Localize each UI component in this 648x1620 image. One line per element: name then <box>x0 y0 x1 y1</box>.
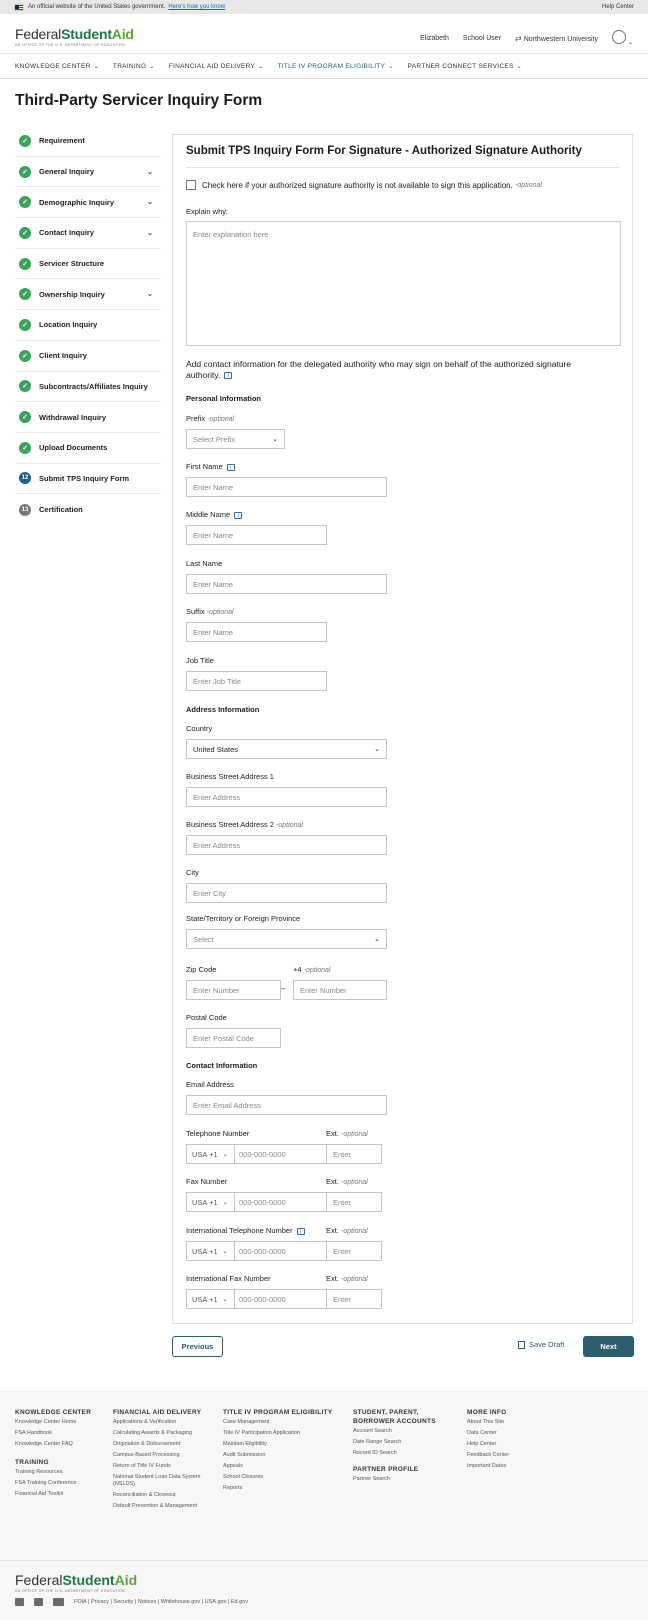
account-menu[interactable]: ⌄ <box>612 30 633 46</box>
step-contact-inquiry[interactable]: ✓ Contact Inquiry ⌄ <box>15 218 161 249</box>
checkbox-box[interactable] <box>186 180 196 190</box>
country-label: Country <box>186 724 213 733</box>
info-icon[interactable]: i <box>234 512 242 519</box>
check-icon: ✓ <box>19 227 31 239</box>
footer-link[interactable]: School Closures <box>223 1474 264 1480</box>
chevron-down-icon: ⌄ <box>374 746 380 753</box>
chevron-down-icon: ⌄ <box>147 199 153 207</box>
footer-link[interactable]: Reconciliation & Closeout <box>113 1492 176 1498</box>
last-name-input[interactable]: Enter Name <box>186 574 387 594</box>
page-title: Third-Party Servicer Inquiry Form <box>15 92 263 109</box>
info-icon[interactable]: i <box>227 464 235 471</box>
fax-input[interactable]: USA +1 ⌄ 000-000-0000 <box>186 1192 327 1212</box>
footer-link[interactable]: Partner Search <box>353 1476 390 1482</box>
step-ownership-inquiry[interactable]: ✓ Ownership Inquiry ⌄ <box>15 279 161 310</box>
intl-fax-ext-label: Ext. -optional <box>326 1274 368 1283</box>
step-demographic-inquiry[interactable]: ✓ Demographic Inquiry ⌄ <box>15 187 161 218</box>
footer-link[interactable]: National Student Loan Data System (NSLDS) <box>113 1474 201 1487</box>
site-header <box>0 14 648 54</box>
intl-fax-input[interactable]: USA +1 ⌄ 000-000-0000 <box>186 1289 327 1309</box>
footer-link[interactable]: Maintain Eligibility <box>223 1441 267 1447</box>
gov-banner-text: An official website of the United States government. <box>28 4 166 10</box>
footer-link[interactable]: Case Management <box>223 1419 270 1425</box>
user-role: School User <box>462 34 502 42</box>
fax-ext-input[interactable]: Enter <box>326 1192 382 1212</box>
first-name-label: First Name i <box>186 462 235 471</box>
city-label: City <box>186 868 199 877</box>
step-requirement[interactable]: ✓ Requirement <box>15 126 161 157</box>
footer-link[interactable]: FSA Handbook <box>15 1430 52 1436</box>
save-draft-button[interactable]: Save Draft <box>518 1340 564 1349</box>
footer-link[interactable]: Default Prevention & Management <box>113 1503 198 1509</box>
state-select[interactable]: Select ⌄ <box>186 929 387 949</box>
facebook-icon[interactable] <box>34 1598 43 1606</box>
check-icon: ✓ <box>19 350 31 362</box>
footer-link[interactable]: Help Center <box>467 1441 497 1447</box>
intl-telephone-label: International Telephone Number i <box>186 1226 305 1235</box>
check-icon: ✓ <box>19 135 31 147</box>
intl-tel-ext-label: Ext. -optional <box>326 1226 368 1235</box>
footer-link[interactable]: About This Site <box>467 1419 505 1425</box>
footer-link[interactable]: Calculating Awards & Packaging <box>113 1430 193 1436</box>
intl-tel-ext-input[interactable]: Enter <box>326 1241 382 1261</box>
address1-label: Business Street Address 1 <box>186 772 274 781</box>
fax-label: Fax Number <box>186 1177 228 1186</box>
telephone-input[interactable]: USA +1 ⌄ 000-000-0000 <box>186 1144 327 1164</box>
step-location-inquiry[interactable]: ✓ Location Inquiry <box>15 310 161 341</box>
intl-fax-label: International Fax Number <box>186 1274 271 1283</box>
middle-name-label: Middle Name i <box>186 510 242 519</box>
check-icon: ✓ <box>19 319 31 331</box>
footer-link[interactable]: Account Search <box>353 1428 392 1434</box>
suffix-label: Suffix -optional <box>186 607 234 616</box>
social-links <box>15 1598 248 1606</box>
postal-code-label: Postal Code <box>186 1013 227 1022</box>
footer-spb: STUDENT, PARENT, BORROWER ACCOUNTS Account Search Date Range Search Record ID Search PARTNER PROFILE Partner Search <box>353 1408 448 1485</box>
swap-icon: ⇄ <box>515 33 522 43</box>
footer-link[interactable]: Record ID Search <box>353 1450 397 1456</box>
user-name: Elizabeth <box>420 34 449 42</box>
check-icon: ✓ <box>19 442 31 454</box>
country-code-select[interactable]: USA +1 ⌄ <box>187 1193 235 1211</box>
footer-link[interactable]: Return of Title IV Funds <box>113 1463 171 1469</box>
gov-banner <box>0 0 648 14</box>
delegate-instructions: Add contact information for the delegated authority who may sign on behalf of the authorized signature authority. i <box>186 359 572 380</box>
footer-link[interactable]: FSA Training Conference <box>15 1480 77 1486</box>
nav-training[interactable]: TRAINING ⌄ <box>112 63 155 70</box>
youtube-icon[interactable] <box>53 1598 64 1606</box>
explain-label: Explain why: <box>186 207 229 216</box>
address-info-heading: Address Information <box>186 705 260 714</box>
suffix-input[interactable]: Enter Name <box>186 622 327 642</box>
footer-link[interactable]: Audit Submission <box>223 1452 266 1458</box>
footer-link[interactable]: Campus-Based Processing <box>113 1452 180 1458</box>
footer-link[interactable]: Reports <box>223 1485 243 1491</box>
footer-link[interactable]: Date Range Search <box>353 1439 402 1445</box>
footer-link[interactable]: Knowledge Center FAQ <box>15 1441 73 1447</box>
step-general-inquiry[interactable]: ✓ General Inquiry ⌄ <box>15 157 161 188</box>
check-icon: ✓ <box>19 196 31 208</box>
zip-input[interactable]: Enter Number <box>186 980 281 1000</box>
chevron-down-icon: ⌄ <box>374 936 380 943</box>
city-input[interactable]: Enter City <box>186 883 387 903</box>
tel-ext-label: Ext. -optional <box>326 1129 368 1138</box>
twitter-icon[interactable] <box>15 1598 24 1606</box>
nav-partner-connect[interactable]: PARTNER CONNECT SERVICES ⌄ <box>407 63 522 70</box>
footer-legal-links[interactable]: FOIA | Privacy | Security | Notices | Whitehouse.gov | USA.gov | Ed.gov <box>74 1599 248 1605</box>
footer-more: MORE INFO About This Site Data Center Help Center Feedback Center Important Dates <box>467 1408 509 1472</box>
check-icon: ✓ <box>19 380 31 392</box>
state-label: State/Territory or Foreign Province <box>186 914 301 923</box>
step-number-badge: 12 <box>19 472 31 484</box>
step-certification[interactable]: 13 Certification <box>15 494 161 525</box>
help-center-link[interactable]: Help Center <box>601 4 634 10</box>
step-number-badge: 13 <box>19 504 31 516</box>
next-button[interactable]: Next <box>583 1336 634 1357</box>
job-title-input[interactable]: Enter Job Title <box>186 671 327 691</box>
footer-link[interactable]: Feedback Center <box>467 1452 510 1458</box>
save-icon <box>518 1341 525 1349</box>
telephone-label: Telephone Number <box>186 1129 250 1138</box>
footer-fad: FINANCIAL AID DELIVERY Applications & Verification Calculating Awards & Packaging Origination & Disbursement Campus-Based Processing Return of Title IV Funds National Student Loan Data System (NSLDS) Reconciliation & Closeout Default Prevention & Management <box>113 1409 202 1509</box>
previous-button[interactable]: Previous <box>172 1336 223 1357</box>
chevron-down-icon: ⌄ <box>147 168 153 176</box>
country-code-select[interactable]: USA +1 ⌄ <box>187 1290 235 1308</box>
step-upload-documents[interactable]: ✓ Upload Documents <box>15 433 161 464</box>
chevron-down-icon: ⌄ <box>147 291 153 299</box>
info-icon[interactable]: i <box>297 1228 305 1235</box>
prefix-label: Prefix -optional <box>186 414 235 423</box>
footer-link[interactable]: Appeals <box>223 1463 243 1469</box>
form-title: Submit TPS Inquiry Form For Signature - Authorized Signature Authority <box>186 145 582 157</box>
first-name-input[interactable]: Enter Name <box>186 477 387 497</box>
zip-label: Zip Code <box>186 965 217 974</box>
step-withdrawal-inquiry[interactable]: ✓ Withdrawal Inquiry <box>15 402 161 433</box>
footer-link[interactable]: Important Dates <box>467 1463 507 1469</box>
contact-info-heading: Contact Information <box>186 1061 258 1070</box>
check-icon: ✓ <box>19 411 31 423</box>
postal-code-input[interactable]: Enter Postal Code <box>186 1028 281 1048</box>
country-code-select[interactable]: USA +1 ⌄ <box>187 1242 235 1260</box>
footer-link[interactable]: Origination & Disbursement <box>113 1441 181 1447</box>
zip4-input[interactable]: Enter Number <box>293 980 387 1000</box>
org-switcher[interactable]: ⇄ Northwestern University <box>515 33 599 43</box>
middle-name-input[interactable]: Enter Name <box>186 525 327 545</box>
step-sidebar <box>15 126 161 525</box>
prefix-select[interactable]: Select Prefix ⌄ <box>186 429 285 449</box>
last-name-label: Last Name <box>186 559 223 568</box>
address2-input[interactable]: Enter Address <box>186 835 387 855</box>
country-code-select[interactable]: USA +1 ⌄ <box>187 1145 235 1163</box>
footer-link[interactable]: Financial Aid Toolkit <box>15 1491 64 1497</box>
chevron-down-icon: ⌄ <box>272 436 278 443</box>
main-nav <box>0 55 648 79</box>
user-icon <box>612 30 626 44</box>
signature-unavailable-checkbox[interactable]: Check here if your authorized signature authority is not available to sign this application. -optional <box>186 180 542 190</box>
email-label: Email Address <box>186 1080 234 1089</box>
step-submit-tps[interactable]: 12 Submit TPS Inquiry Form <box>15 464 161 495</box>
us-flag-icon <box>14 4 24 11</box>
footer-fsa-logo[interactable]: FederalStudentAid AN OFFICE OF THE U.S. DEPARTMENT OF EDUCATION <box>15 1572 138 1593</box>
address2-label: Business Street Address 2 -optional <box>186 820 303 829</box>
nav-financial-aid-delivery[interactable]: FINANCIAL AID DELIVERY ⌄ <box>168 63 264 70</box>
step-client-inquiry[interactable]: ✓ Client Inquiry <box>15 341 161 372</box>
check-icon: ✓ <box>19 288 31 300</box>
step-subcontracts[interactable]: ✓ Subcontracts/Affiliates Inquiry <box>15 372 161 403</box>
email-input[interactable]: Enter Email Address <box>186 1095 387 1115</box>
intl-telephone-input[interactable]: USA +1 ⌄ 000-000-0000 <box>186 1241 327 1261</box>
fax-ext-label: Ext. -optional <box>326 1177 368 1186</box>
footer-link[interactable]: Title IV Participation Application <box>223 1430 300 1436</box>
country-select[interactable]: United States ⌄ <box>186 739 387 759</box>
job-title-label: Job Title <box>186 656 214 665</box>
nav-knowledge-center[interactable]: KNOWLEDGE CENTER ⌄ <box>15 63 99 70</box>
check-icon: ✓ <box>19 166 31 178</box>
fsa-logo[interactable]: FederalStudentAid AN OFFICE OF THE U.S. DEPARTMENT OF EDUCATION <box>15 26 134 47</box>
personal-info-heading: Personal Information <box>186 394 262 403</box>
tel-ext-input[interactable]: Enter <box>326 1144 382 1164</box>
step-servicer-structure[interactable]: ✓ Servicer Structure <box>15 249 161 280</box>
heres-how-link[interactable]: Here's how you know <box>168 4 226 10</box>
check-icon: ✓ <box>19 258 31 270</box>
footer-t4: TITLE IV PROGRAM ELIGIBILITY Case Management Title IV Participation Application Maintain Eligibility Audit Submission Appeals School Closures Reports <box>223 1408 338 1494</box>
footer-link[interactable]: Applications & Verification <box>113 1419 177 1425</box>
info-icon[interactable]: i <box>224 372 232 379</box>
form-card: Submit TPS Inquiry Form For Signature - Authorized Signature Authority Check here if your authorized signature authority is not available to sign this application. -optional Explain why: Enter explanation here Add contact information for the delegated authority who may sign on behalf of the authorized signature authority. i Personal Information Prefix -optional Select Prefix ⌄ First Name i Enter Name Middle Name i Enter Name Last Name Enter Name Suffix -optional Enter Name Job Title Enter Job Title Address Information Country United States ⌄ Business Street Address 1 Enter Address Business Street Address 2 -optional Enter Address City Enter City State/Territory or Foreign Province Select ⌄ Zip Code +4 -optional Enter Number – Enter Number Postal Code Enter Postal Code Contact Information Email Address Enter Email Address Telephone Number Ext. -optional USA +1 ⌄ 000-000-0000 Enter Fax Number Ext. -optional USA +1 ⌄ 000-000-0000 Enter International Telephone Number i Ext. -optional USA +1 ⌄ 000-000-0000 Enter International Fax Number Ext. -optional USA +1 ⌄ 000-000-0000 Enter <box>172 134 633 1324</box>
footer-link[interactable]: Knowledge Center Home <box>15 1419 77 1425</box>
chevron-down-icon: ⌄ <box>147 229 153 237</box>
intl-fax-ext-input[interactable]: Enter <box>326 1289 382 1309</box>
explain-textarea[interactable]: Enter explanation here <box>186 221 621 346</box>
footer-link[interactable]: Training Resources <box>15 1469 63 1475</box>
zip4-label: +4 -optional <box>293 965 331 974</box>
footer-kc: KNOWLEDGE CENTER Knowledge Center Home FSA Handbook Knowledge Center FAQ TRAINING Training Resources FSA Training Conference Financial Aid Toolkit <box>15 1408 91 1500</box>
site-footer <box>0 1390 648 1620</box>
footer-link[interactable]: Data Center <box>467 1430 497 1436</box>
address1-input[interactable]: Enter Address <box>186 787 387 807</box>
nav-title-iv[interactable]: TITLE IV PROGRAM ELIGIBILITY ⌄ <box>277 63 394 70</box>
